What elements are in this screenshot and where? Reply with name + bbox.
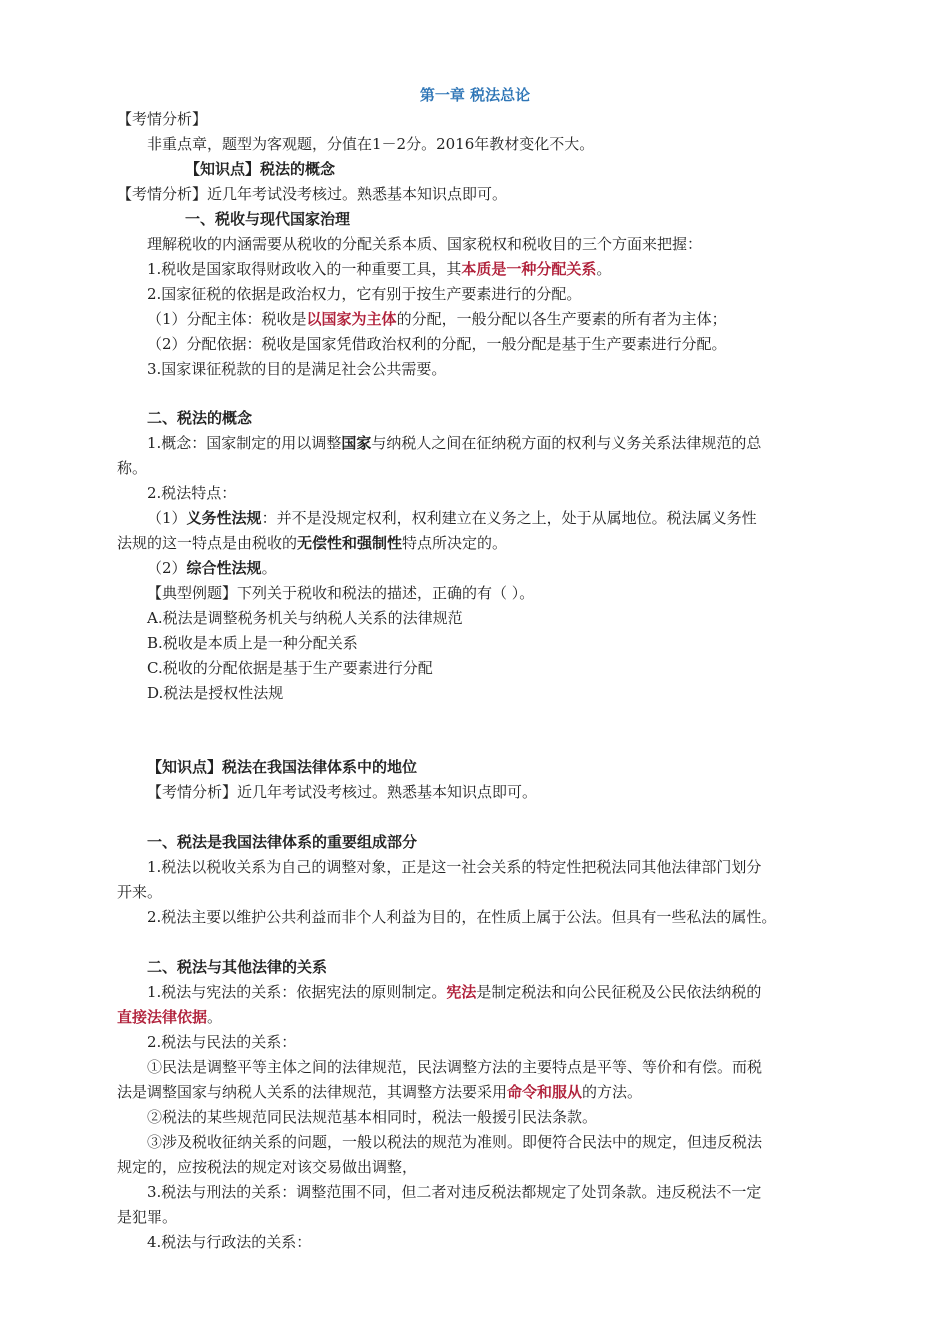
chapter-title: 第一章 税法总论 [419, 86, 531, 104]
kp1-s2-p1-cont: 称。 [117, 459, 148, 477]
kp1-s2-p3: （1）义务性法规：并不是没规定权利，权利建立在义务之上，处于从属地位。税法属义务性 [147, 509, 757, 527]
kp2-analysis: 【考情分析】近几年考试没考核过。熟悉基本知识点即可。 [147, 783, 538, 801]
kp2-s2-p7: 4.税法与行政法的关系： [147, 1233, 312, 1251]
kp2-s2-p1: 1.税法与宪法的关系：依据宪法的原则制定。宪法是制定税法和向公民征税及公民依法纳税的 [147, 983, 762, 1001]
highlight-distribution-relation: 本质是一种分配关系 [461, 260, 597, 278]
kp1-s1-heading: 一、税收与现代国家治理 [185, 210, 351, 228]
example-option-c: C.税收的分配依据是基于生产要素进行分配 [147, 659, 433, 677]
exam-analysis-text: 非重点章，题型为客观题，分值在1－2分。2016年教材变化不大。 [147, 135, 595, 153]
highlight-state-subject: 以国家为主体 [306, 310, 397, 328]
example-option-b: B.税收是本质上是一种分配关系 [147, 634, 358, 652]
kp1-analysis: 【考情分析】近几年考试没考核过。熟悉基本知识点即可。 [117, 185, 508, 203]
kp2-s2-p2: 2.税法与民法的关系： [147, 1033, 297, 1051]
kp1-s1-p5: 3.国家课征税款的目的是满足社会公共需要。 [147, 360, 447, 378]
highlight-command-obey: 命令和服从 [507, 1083, 583, 1101]
kp2-s1-p1: 1.税法以税收关系为自己的调整对象，正是这一社会关系的特定性把税法同其他法律部门划分 [147, 858, 762, 876]
kp2-s2-p3-cont: 法是调整国家与纳税人关系的法律规范，其调整方法要采用命令和服从的方法。 [117, 1083, 643, 1101]
kp1-s2-p4: （2）综合性法规。 [147, 559, 277, 577]
kp2-s1-p1-cont: 开来。 [117, 883, 163, 901]
kp2-s2-p4: ②税法的某些规范同民法规范基本相同时，税法一般援引民法条款。 [147, 1108, 598, 1126]
kp2-s2-p3: ①民法是调整平等主体之间的法律规范，民法调整方法的主要特点是平等、等价和有偿。而税 [147, 1058, 763, 1076]
kp2-title: 【知识点】税法在我国法律体系中的地位 [147, 758, 418, 776]
kp2-s2-p5-cont: 规定的，应按税法的规定对该交易做出调整， [117, 1158, 418, 1176]
kp1-s1-p3: （1）分配主体：税收是以国家为主体的分配，一般分配以各生产要素的所有者为主体； [147, 310, 727, 328]
kp2-s2-p6: 3.税法与刑法的关系：调整范围不同，但二者对违反税法都规定了处罚条款。违反税法不一定 [147, 1183, 762, 1201]
kp2-s2-p5: ③涉及税收征纳关系的问题，一般以税法的规范为准则。即便符合民法中的规定，但违反税法 [147, 1133, 763, 1151]
kp1-title: 【知识点】税法的概念 [185, 160, 336, 178]
kp2-s2-p1-cont: 直接法律依据。 [117, 1008, 223, 1026]
kp2-s2-heading: 二、税法与其他法律的关系 [147, 958, 328, 976]
kp1-s2-p3-cont: 法规的这一特点是由税收的无偿性和强制性特点所决定的。 [117, 534, 508, 552]
kp1-s1-p2: 2.国家征税的依据是政治权力，它有别于按生产要素进行的分配。 [147, 285, 582, 303]
kp1-s2-p1: 1.概念：国家制定的用以调整国家与纳税人之间在征纳税方面的权利与义务关系法律规范的总 [147, 434, 762, 452]
example-option-d: D.税法是授权性法规 [147, 684, 284, 702]
example-option-a: A.税法是调整税务机关与纳税人关系的法律规范 [147, 609, 463, 627]
exam-analysis-heading: 【考情分析】 [117, 110, 208, 128]
highlight-direct-legal-basis: 直接法律依据 [117, 1008, 208, 1026]
kp1-s1-p1: 1.税收是国家取得财政收入的一种重要工具，其本质是一种分配关系。 [147, 260, 612, 278]
kp2-s1-p2: 2.税法主要以维护公共利益而非个人利益为目的，在性质上属于公法。但具有一些私法的属性。 [147, 908, 777, 926]
kp2-s1-heading: 一、税法是我国法律体系的重要组成部分 [147, 833, 418, 851]
kp2-s2-p6-cont: 是犯罪。 [117, 1208, 178, 1226]
kp1-s1-intro: 理解税收的内涵需要从税收的分配关系本质、国家税权和税收目的三个方面来把握： [147, 235, 703, 253]
highlight-constitution: 宪法 [446, 983, 477, 1001]
kp1-s2-p2: 2.税法特点： [147, 484, 237, 502]
kp1-s2-heading: 二、税法的概念 [147, 409, 253, 427]
kp1-s1-p4: （2）分配依据：税收是国家凭借政治权利的分配，一般分配是基于生产要素进行分配。 [147, 335, 727, 353]
example-question: 【典型例题】下列关于税收和税法的描述，正确的有（ ）。 [147, 584, 535, 602]
